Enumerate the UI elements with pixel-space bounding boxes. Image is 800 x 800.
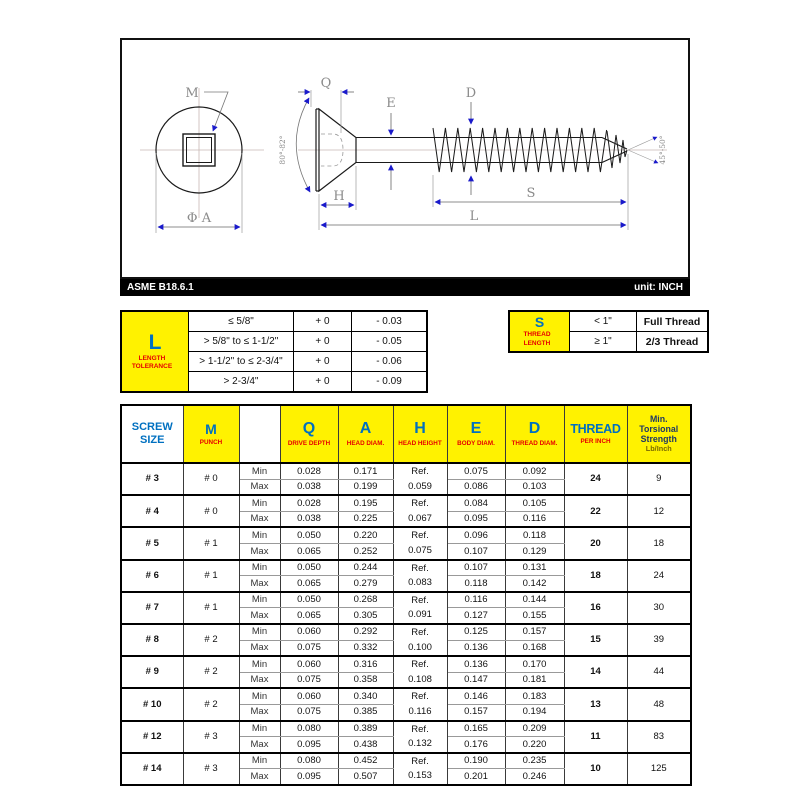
- header-thread-per-inch: THREAD PER INCH: [564, 405, 627, 463]
- a-max: 0.507: [338, 769, 393, 785]
- h-ref-cell: [393, 527, 447, 559]
- max-label: Max: [239, 608, 280, 624]
- e-min: 0.107: [447, 560, 505, 576]
- punch-value: # 2: [183, 688, 239, 720]
- header-d-thread-diam: D THREAD DIAM.: [505, 405, 564, 463]
- max-label: Max: [239, 640, 280, 656]
- h-value: 0.132: [408, 738, 432, 750]
- screw-size-value: # 14: [121, 753, 183, 785]
- d-max: 0.168: [505, 640, 564, 656]
- header-q-drive-depth: Q DRIVE DEPTH: [280, 405, 338, 463]
- a-max: 0.305: [338, 608, 393, 624]
- min-label: Min: [239, 721, 280, 737]
- header-e-body-diam: E BODY DIAM.: [447, 405, 505, 463]
- s-title: THREAD LENGTH: [523, 331, 551, 347]
- screw-size-block: [121, 753, 691, 785]
- tolerance-minus: - 0.06: [352, 352, 428, 372]
- h-value: 0.075: [408, 545, 432, 557]
- header-torsional-strength: Min. Torsional Strength Lb/Inch: [627, 405, 691, 463]
- h-ref-cell: [393, 688, 447, 720]
- h-value: 0.116: [408, 705, 432, 717]
- threads-per-inch: 18: [564, 560, 627, 592]
- tolerance-plus: + 0: [294, 332, 352, 352]
- d-max: 0.220: [505, 737, 564, 753]
- min-row: [121, 527, 691, 543]
- m-leader-line: [204, 92, 228, 131]
- e-max: 0.157: [447, 704, 505, 720]
- screw-size-block: [121, 721, 691, 753]
- max-label: Max: [239, 672, 280, 688]
- screw-dimensions-table: [120, 404, 692, 786]
- q-max: 0.095: [280, 769, 338, 785]
- threads-per-inch: 20: [564, 527, 627, 559]
- max-label: Max: [239, 769, 280, 785]
- thread-length-rule: 2/3 Thread: [637, 332, 709, 353]
- punch-value: # 3: [183, 753, 239, 785]
- tolerance-row: [121, 311, 427, 332]
- h-value: 0.067: [408, 512, 432, 524]
- main-table-header: [121, 405, 691, 463]
- standard-bar: [120, 279, 690, 296]
- punch-value: # 1: [183, 592, 239, 624]
- d-min: 0.209: [505, 721, 564, 737]
- a-min: 0.292: [338, 624, 393, 640]
- a-max: 0.252: [338, 543, 393, 559]
- e-min: 0.116: [447, 592, 505, 608]
- threads-per-inch: 13: [564, 688, 627, 720]
- min-label: Min: [239, 527, 280, 543]
- min-row: [121, 753, 691, 769]
- punch-value: # 2: [183, 624, 239, 656]
- punch-value: # 3: [183, 721, 239, 753]
- thread-length-row: [509, 311, 708, 332]
- dim-label-h: H: [333, 189, 345, 204]
- h-ref: Ref.: [411, 626, 429, 638]
- min-row: [121, 495, 691, 511]
- q-max: 0.038: [280, 511, 338, 527]
- d-max: 0.142: [505, 576, 564, 592]
- q-max: 0.075: [280, 672, 338, 688]
- torsional-strength: 18: [627, 527, 691, 559]
- q-max: 0.075: [280, 640, 338, 656]
- header-a-head-diam: A HEAD DIAM.: [338, 405, 393, 463]
- l-symbol: L: [148, 330, 162, 354]
- q-min: 0.050: [280, 527, 338, 543]
- q-min: 0.080: [280, 753, 338, 769]
- e-max: 0.107: [447, 543, 505, 559]
- h-ref-cell: [393, 560, 447, 592]
- threads-per-inch: 16: [564, 592, 627, 624]
- h-ref: Ref.: [411, 755, 429, 767]
- a-max: 0.358: [338, 672, 393, 688]
- h-value: 0.091: [408, 609, 432, 621]
- tip-angle-label: 45°-50°: [658, 135, 667, 165]
- d-min: 0.157: [505, 624, 564, 640]
- torsional-strength: 83: [627, 721, 691, 753]
- header-m-punch: M PUNCH: [183, 405, 239, 463]
- thread-length-range: ≥ 1": [570, 332, 637, 353]
- h-ref: Ref.: [411, 659, 429, 671]
- header-h-head-height: H HEAD HEIGHT: [393, 405, 447, 463]
- max-label: Max: [239, 511, 280, 527]
- d-min: 0.170: [505, 656, 564, 672]
- screw-size-block: [121, 624, 691, 656]
- d-min: 0.118: [505, 527, 564, 543]
- h-ref: Ref.: [411, 691, 429, 703]
- tolerance-range: > 1-1/2" to ≤ 2-3/4": [189, 352, 294, 372]
- standard-name: ASME B18.6.1: [127, 282, 194, 293]
- screw-size-value: # 10: [121, 688, 183, 720]
- q-min: 0.060: [280, 624, 338, 640]
- q-max: 0.038: [280, 479, 338, 495]
- h-ref: Ref.: [411, 498, 429, 510]
- tolerance-plus: + 0: [294, 311, 352, 332]
- screw-size-block: [121, 495, 691, 527]
- centerlines: [140, 88, 667, 218]
- h-ref: Ref.: [411, 530, 429, 542]
- tolerance-range: > 5/8" to ≤ 1-1/2": [189, 332, 294, 352]
- a-min: 0.340: [338, 688, 393, 704]
- torsional-strength: 44: [627, 656, 691, 688]
- tolerance-minus: - 0.03: [352, 311, 428, 332]
- thread-length-table: [508, 310, 709, 353]
- min-row: [121, 560, 691, 576]
- threads-per-inch: 15: [564, 624, 627, 656]
- e-max: 0.201: [447, 769, 505, 785]
- e-max: 0.127: [447, 608, 505, 624]
- screw-size-value: # 5: [121, 527, 183, 559]
- h-value: 0.108: [408, 673, 432, 685]
- h-ref: Ref.: [411, 562, 429, 574]
- a-min: 0.244: [338, 560, 393, 576]
- min-label: Min: [239, 753, 280, 769]
- h-ref: Ref.: [411, 594, 429, 606]
- length-tolerance-table: [120, 310, 428, 393]
- e-max: 0.147: [447, 672, 505, 688]
- a-max: 0.279: [338, 576, 393, 592]
- d-max: 0.246: [505, 769, 564, 785]
- e-min: 0.096: [447, 527, 505, 543]
- e-min: 0.146: [447, 688, 505, 704]
- a-min: 0.195: [338, 495, 393, 511]
- min-label: Min: [239, 560, 280, 576]
- e-min: 0.125: [447, 624, 505, 640]
- threads-per-inch: 22: [564, 495, 627, 527]
- e-min: 0.165: [447, 721, 505, 737]
- screw-size-block: [121, 463, 691, 495]
- min-row: [121, 463, 691, 479]
- min-label: Min: [239, 463, 280, 479]
- q-min: 0.080: [280, 721, 338, 737]
- threads-per-inch: 14: [564, 656, 627, 688]
- a-max: 0.385: [338, 704, 393, 720]
- main-table-wrap: [120, 404, 692, 786]
- torsional-strength: 9: [627, 463, 691, 495]
- screw-size-value: # 7: [121, 592, 183, 624]
- punch-value: # 2: [183, 656, 239, 688]
- screw-technical-drawing: [120, 38, 690, 279]
- min-row: [121, 721, 691, 737]
- h-value: 0.059: [408, 480, 432, 492]
- a-max: 0.332: [338, 640, 393, 656]
- min-label: Min: [239, 592, 280, 608]
- punch-value: # 1: [183, 560, 239, 592]
- dim-label-l: L: [469, 209, 479, 224]
- thread-length-range: < 1": [570, 311, 637, 332]
- h-ref-cell: [393, 592, 447, 624]
- e-max: 0.118: [447, 576, 505, 592]
- e-max: 0.086: [447, 479, 505, 495]
- d-min: 0.105: [505, 495, 564, 511]
- d-max: 0.129: [505, 543, 564, 559]
- torsional-strength: 30: [627, 592, 691, 624]
- dim-label-e: E: [386, 96, 396, 111]
- tolerance-minus: - 0.05: [352, 332, 428, 352]
- tolerance-range: ≤ 5/8": [189, 311, 294, 332]
- q-max: 0.095: [280, 737, 338, 753]
- h-ref-cell: [393, 624, 447, 656]
- min-label: Min: [239, 656, 280, 672]
- a-min: 0.171: [338, 463, 393, 479]
- q-min: 0.050: [280, 592, 338, 608]
- d-max: 0.155: [505, 608, 564, 624]
- d-max: 0.181: [505, 672, 564, 688]
- d-min: 0.144: [505, 592, 564, 608]
- h-ref: Ref.: [411, 466, 429, 478]
- q-min: 0.028: [280, 495, 338, 511]
- length-tolerance-body: [121, 311, 427, 392]
- max-label: Max: [239, 737, 280, 753]
- screw-size-block: [121, 527, 691, 559]
- d-min: 0.092: [505, 463, 564, 479]
- a-max: 0.199: [338, 479, 393, 495]
- torsional-strength: 48: [627, 688, 691, 720]
- punch-value: # 0: [183, 495, 239, 527]
- tolerance-range: > 2-3/4": [189, 372, 294, 393]
- e-min: 0.136: [447, 656, 505, 672]
- a-min: 0.452: [338, 753, 393, 769]
- torsional-strength: 12: [627, 495, 691, 527]
- screw-size-value: # 3: [121, 463, 183, 495]
- dim-label-s: S: [526, 186, 536, 201]
- s-symbol: S: [534, 314, 545, 331]
- h-ref-cell: [393, 656, 447, 688]
- d-max: 0.103: [505, 479, 564, 495]
- header-minmax-spacer: [239, 405, 280, 463]
- e-max: 0.136: [447, 640, 505, 656]
- h-value: 0.100: [408, 641, 432, 653]
- min-row: [121, 688, 691, 704]
- a-min: 0.389: [338, 721, 393, 737]
- h-ref-cell: [393, 753, 447, 785]
- head-angle-arc: [296, 98, 310, 192]
- dim-label-phi-a: Φ A: [186, 211, 212, 226]
- max-label: Max: [239, 543, 280, 559]
- threads-per-inch: 11: [564, 721, 627, 753]
- screw-size-block: [121, 560, 691, 592]
- tip-angle-leg-top: [628, 137, 657, 150]
- h-ref: Ref.: [411, 723, 429, 735]
- punch-value: # 0: [183, 463, 239, 495]
- dim-label-m: M: [185, 86, 199, 101]
- screw-size-value: # 6: [121, 560, 183, 592]
- torsional-strength: 39: [627, 624, 691, 656]
- h-ref-cell: [393, 721, 447, 753]
- unit-label: unit: INCH: [634, 282, 683, 293]
- q-max: 0.065: [280, 576, 338, 592]
- tip-angle-leg-bottom: [628, 150, 658, 163]
- screw-size-block: [121, 688, 691, 720]
- threads-per-inch: 24: [564, 463, 627, 495]
- screw-size-block: [121, 592, 691, 624]
- threads-per-inch: 10: [564, 753, 627, 785]
- d-min: 0.183: [505, 688, 564, 704]
- q-max: 0.075: [280, 704, 338, 720]
- d-max: 0.194: [505, 704, 564, 720]
- min-label: Min: [239, 624, 280, 640]
- d-max: 0.116: [505, 511, 564, 527]
- d-min: 0.131: [505, 560, 564, 576]
- header-screw-size: SCREW SIZE: [121, 405, 183, 463]
- e-max: 0.095: [447, 511, 505, 527]
- head-angle-label: 80°-82°: [278, 135, 287, 165]
- tolerance-minus: - 0.09: [352, 372, 428, 393]
- q-min: 0.060: [280, 656, 338, 672]
- h-value: 0.083: [408, 577, 432, 589]
- screw-size-value: # 12: [121, 721, 183, 753]
- q-min: 0.028: [280, 463, 338, 479]
- e-min: 0.084: [447, 495, 505, 511]
- e-min: 0.075: [447, 463, 505, 479]
- screw-drawing-svg: [122, 40, 688, 277]
- thread-length-symbol-cell: [509, 311, 570, 352]
- screw-size-value: # 9: [121, 656, 183, 688]
- a-min: 0.220: [338, 527, 393, 543]
- a-max: 0.225: [338, 511, 393, 527]
- a-max: 0.438: [338, 737, 393, 753]
- min-label: Min: [239, 688, 280, 704]
- h-value: 0.153: [408, 770, 432, 782]
- q-max: 0.065: [280, 543, 338, 559]
- q-max: 0.065: [280, 608, 338, 624]
- max-label: Max: [239, 479, 280, 495]
- min-row: [121, 656, 691, 672]
- screw-size-value: # 4: [121, 495, 183, 527]
- tolerance-plus: + 0: [294, 372, 352, 393]
- screw-size-value: # 8: [121, 624, 183, 656]
- thread-length-body: [509, 311, 708, 352]
- torsional-strength: 125: [627, 753, 691, 785]
- thread-length-rule: Full Thread: [637, 311, 709, 332]
- torsional-strength: 24: [627, 560, 691, 592]
- q-min: 0.060: [280, 688, 338, 704]
- l-title: LENGTH TOLERANCE: [131, 354, 173, 370]
- punch-value: # 1: [183, 527, 239, 559]
- min-row: [121, 592, 691, 608]
- q-min: 0.050: [280, 560, 338, 576]
- max-label: Max: [239, 576, 280, 592]
- screw-size-block: [121, 656, 691, 688]
- a-min: 0.316: [338, 656, 393, 672]
- h-ref-cell: [393, 495, 447, 527]
- e-min: 0.190: [447, 753, 505, 769]
- length-tolerance-symbol-cell: [121, 311, 189, 392]
- min-label: Min: [239, 495, 280, 511]
- h-ref-cell: [393, 463, 447, 495]
- min-row: [121, 624, 691, 640]
- max-label: Max: [239, 704, 280, 720]
- dim-label-d: D: [465, 86, 477, 101]
- tolerance-plus: + 0: [294, 352, 352, 372]
- a-min: 0.268: [338, 592, 393, 608]
- e-max: 0.176: [447, 737, 505, 753]
- dim-label-q: Q: [320, 76, 332, 91]
- d-min: 0.235: [505, 753, 564, 769]
